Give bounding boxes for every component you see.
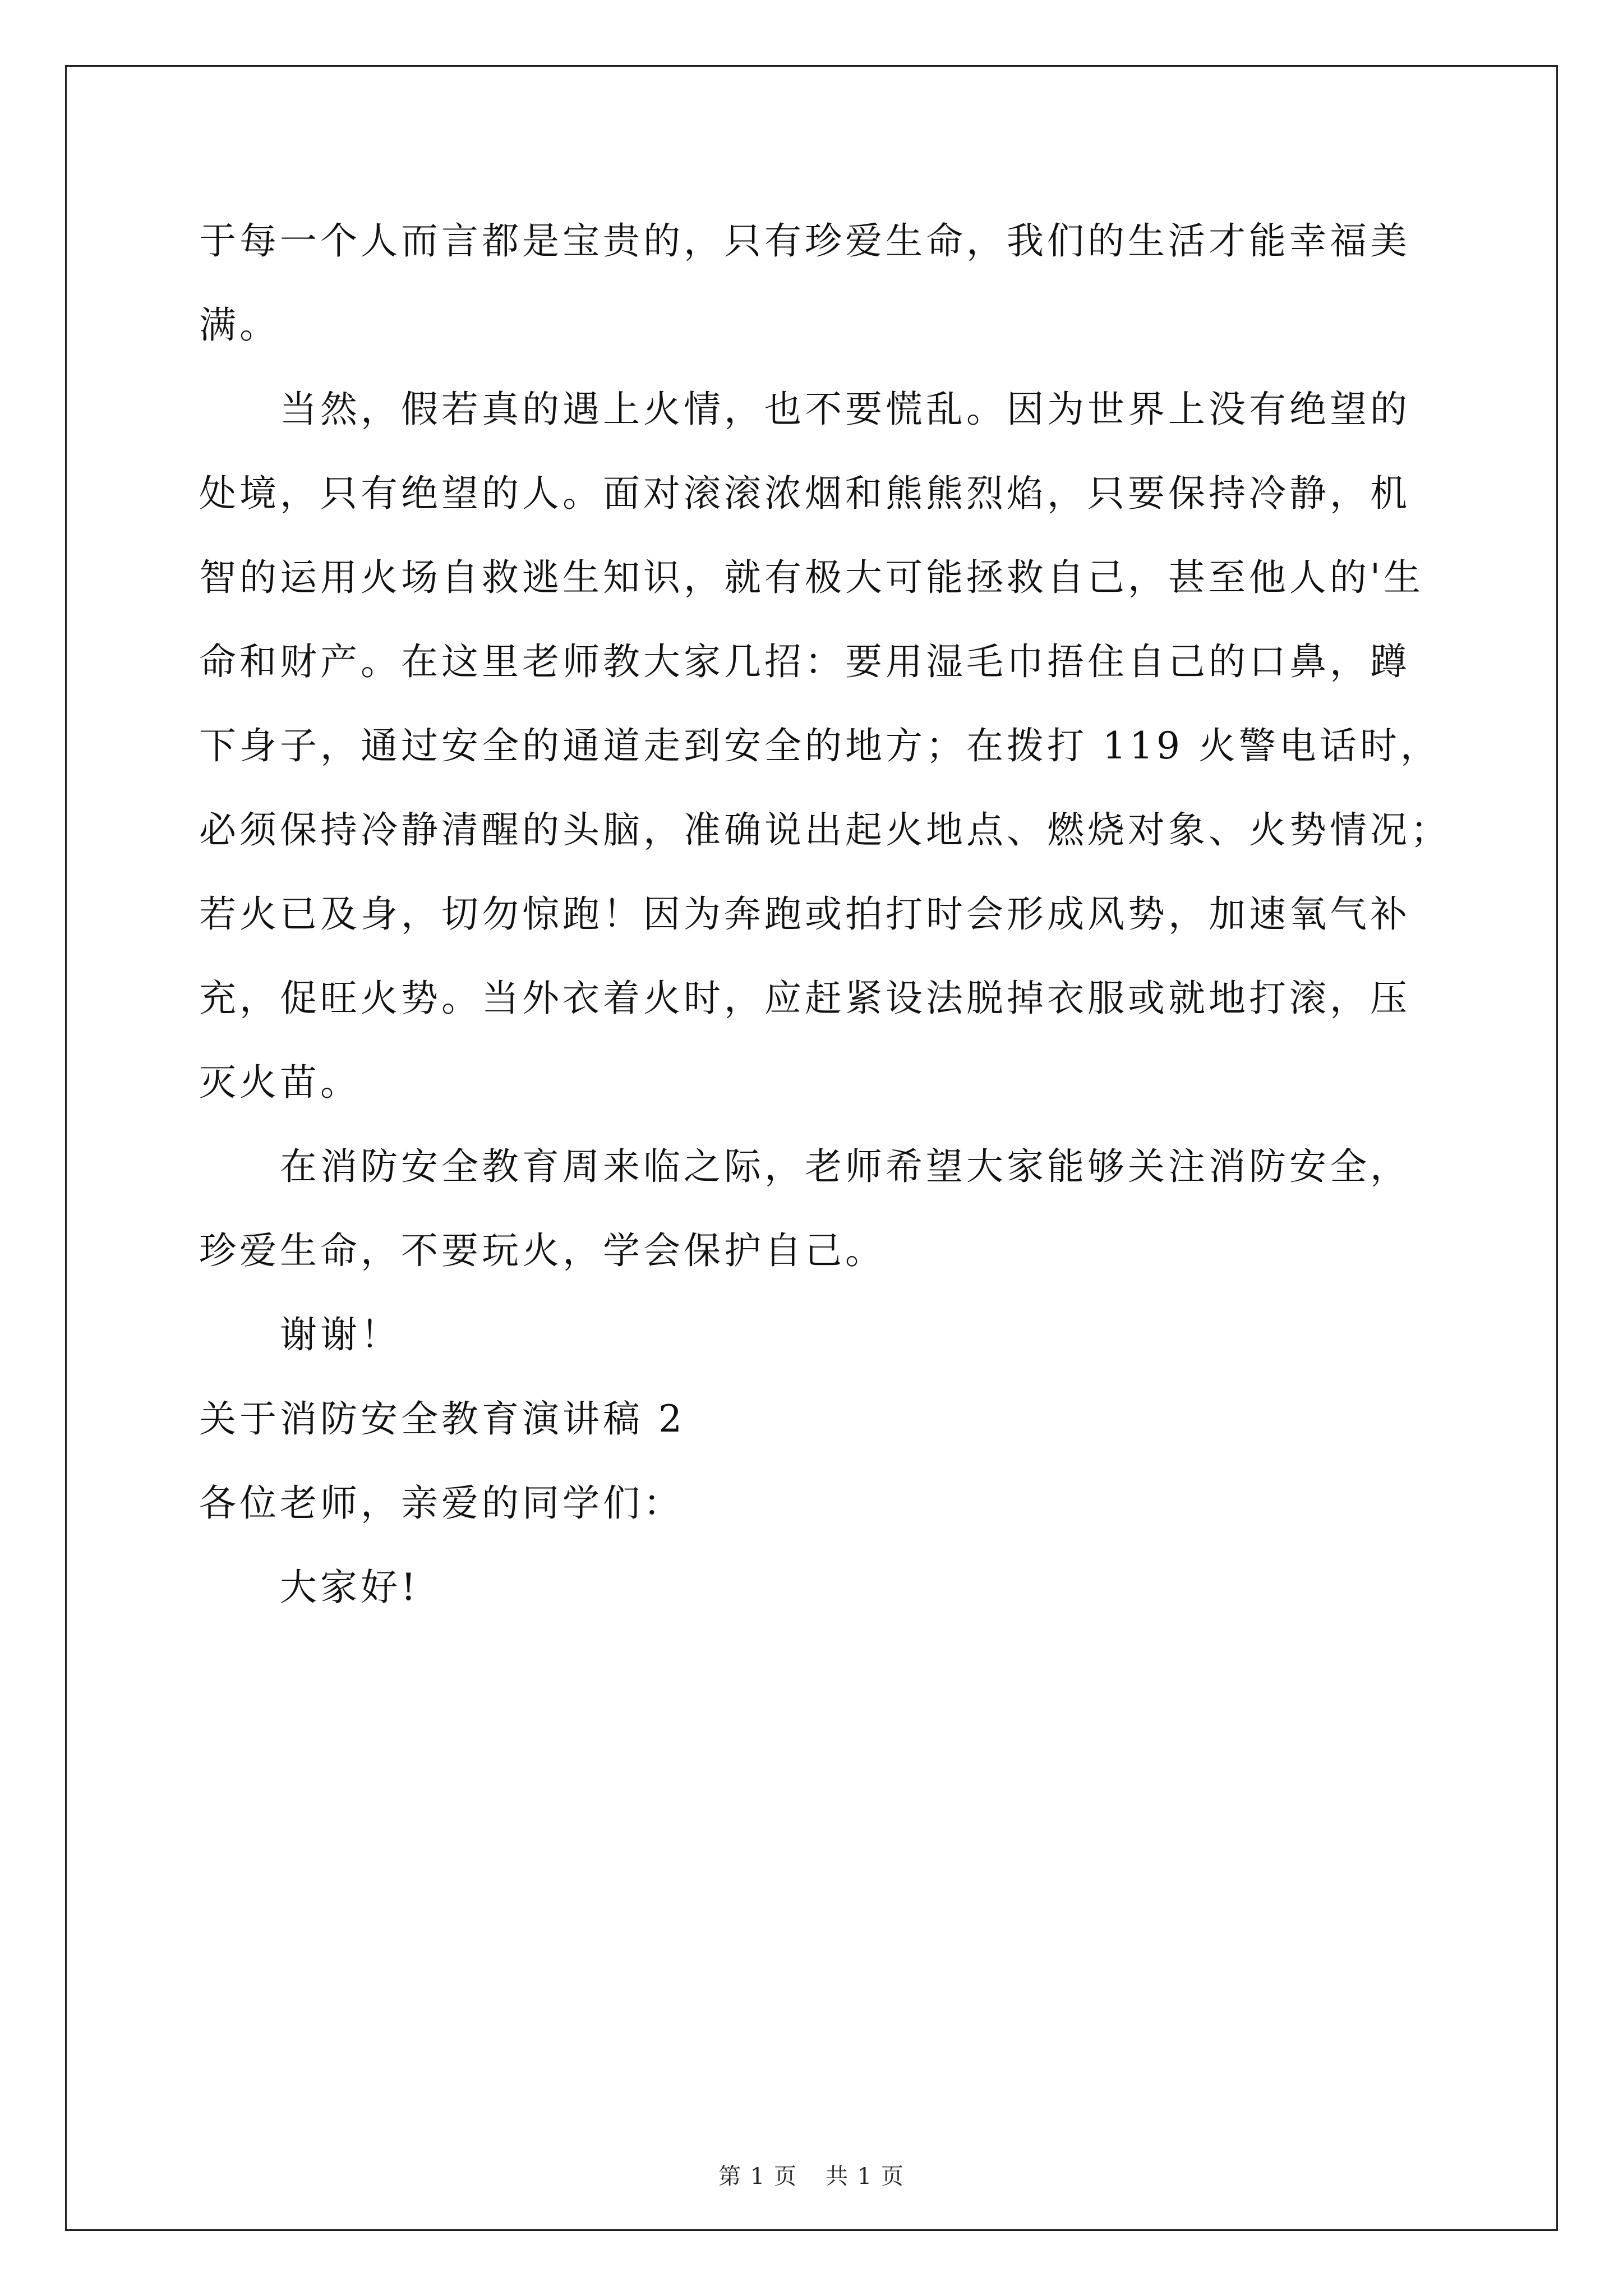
- text-line: 若火已及身，切勿惊跑！因为奔跑或拍打时会形成风势，加速氧气补: [199, 892, 1410, 936]
- text-line: 当然，假若真的遇上火情，也不要慌乱。因为世界上没有绝望的: [280, 388, 1410, 431]
- text-line: 珍爱生命，不要玩火，学会保护自己。: [199, 1229, 886, 1272]
- text-line: 灭火苗。: [199, 1061, 361, 1104]
- greeting: 大家好!: [280, 1566, 419, 1609]
- text-line: 命和财产。在这里老师教大家几招：要用湿毛巾捂住自己的口鼻，蹲: [199, 640, 1410, 683]
- text-line: 在消防安全教育周来临之际，老师希望大家能够关注消防安全，: [280, 1145, 1410, 1188]
- text-line: 智的运用火场自救逃生知识，就有极大可能拯救自己，甚至他人的'生: [199, 556, 1424, 599]
- text-line: 满。: [199, 303, 280, 347]
- document-body: [199, 199, 1451, 1630]
- page-footer: [0, 2160, 1623, 2193]
- text-line: 谢谢！: [280, 1313, 401, 1356]
- page-total: 共 1 页: [826, 2164, 905, 2189]
- text-line: 必须保持冷静清醒的头脑，准确说出起火地点、燃烧对象、火势情况；: [199, 808, 1451, 852]
- text-line: 处境，只有绝望的人。面对滚滚浓烟和熊熊烈焰，只要保持冷静，机: [199, 472, 1410, 515]
- section-heading: 关于消防安全教育演讲稿 2: [199, 1397, 685, 1441]
- text-line: 于每一个人而言都是宝贵的，只有珍爱生命，我们的生活才能幸福美: [199, 219, 1410, 263]
- text-line: 下身子，通过安全的通道走到安全的地方；在拨打 119 火警电话时，: [199, 724, 1441, 767]
- page-number: 第 1 页: [718, 2164, 797, 2189]
- salutation: 各位老师，亲爱的同学们：: [199, 1481, 684, 1525]
- text-line: 充，促旺火势。当外衣着火时，应赶紧设法脱掉衣服或就地打滚，压: [199, 977, 1410, 1020]
